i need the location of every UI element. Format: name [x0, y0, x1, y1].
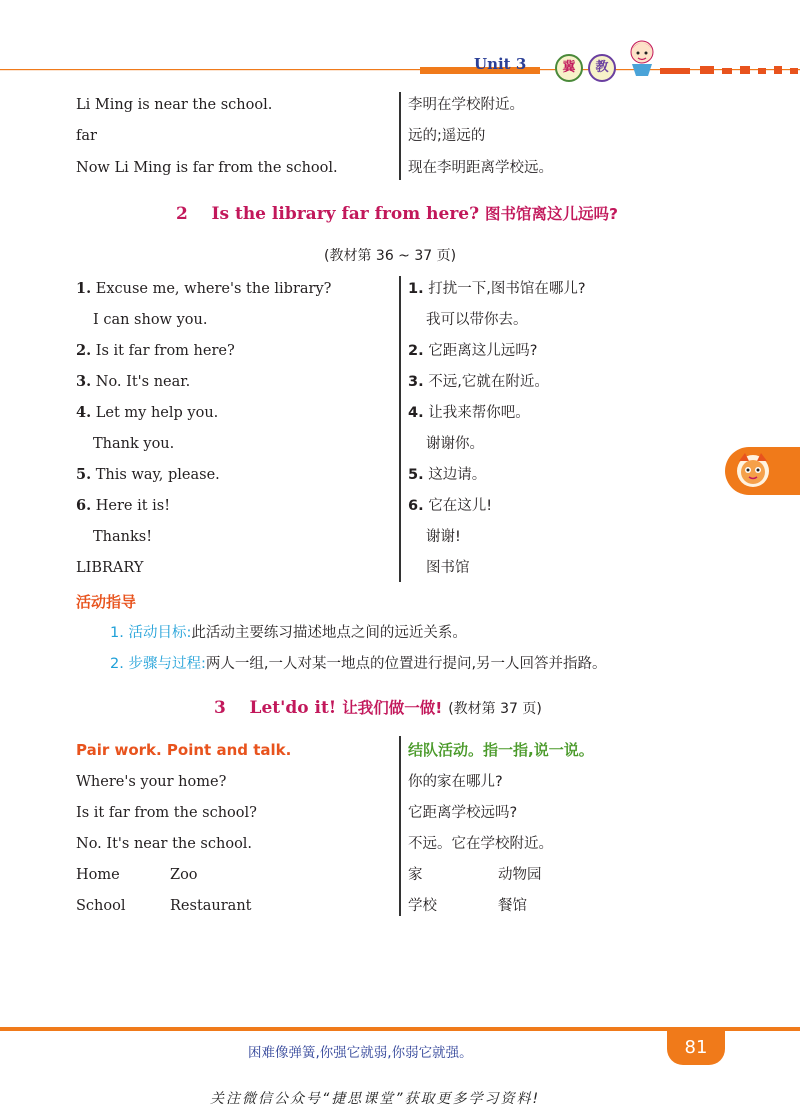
section-3-title-en: Let'do it! [249, 698, 337, 718]
s2-row-5-en: 4. Let my help you. [76, 404, 219, 421]
column-divider-section-3 [399, 736, 401, 916]
top-row-1-en: Li Ming is near the school. [76, 97, 273, 113]
s2-row-6-en: Thank you. [93, 436, 175, 452]
footer-motto: 困难像弹簧,你强它就弱,你弱它就强。 [248, 1045, 473, 1061]
s2-row-2-zh: 我可以带你去。 [426, 312, 528, 328]
section-3-title [214, 696, 542, 718]
s2-row-4-zh: 3. 不远,它就在附近。 [408, 374, 549, 390]
guidance-item-2: 2. 步骤与过程:两人一组,一人对某一地点的位置进行提问,另一人回答并指路。 [110, 656, 607, 672]
s2-row-3-zh: 2. 它距离这儿远吗? [408, 343, 538, 359]
top-row-1-zh: 李明在学校附近。 [408, 97, 524, 113]
s3-pair-2-zh-a: 学校 [408, 898, 437, 914]
s2-row-7-en: 5. This way, please. [76, 466, 220, 483]
section-2-title-zh: 图书馆离这儿远吗? [485, 205, 618, 223]
s3-row-2-en: Is it far from the school? [76, 805, 257, 821]
top-row-2-zh: 远的;遥远的 [408, 128, 486, 144]
s2-row-1-zh: 1. 打扰一下,图书馆在哪儿? [408, 281, 586, 297]
s3-pair-2-zh-b: 餐馆 [498, 898, 527, 914]
s2-row-6-zh: 谢谢你。 [426, 436, 484, 452]
s2-row-4-en: 3. No. It's near. [76, 373, 191, 390]
s3-row-3-en: No. It's near the school. [76, 836, 253, 852]
top-row-2-en: far [76, 128, 97, 144]
s2-row-7-zh: 5. 这边请。 [408, 467, 487, 483]
section-2-number: 2 [176, 204, 188, 224]
publisher-badge-ji: 冀 [555, 54, 583, 82]
s2-row-10-zh: 图书馆 [426, 560, 470, 576]
s2-row-9-en: Thanks! [93, 529, 153, 545]
s2-row-5-zh: 4. 让我来帮你吧。 [408, 405, 530, 421]
column-divider-top [399, 92, 401, 180]
section-3-title-zh: 让我们做一做! [342, 699, 443, 717]
cartoon-girl-icon [620, 34, 664, 78]
guidance-heading: 活动指导 [76, 593, 137, 611]
s3-pair-2-en-a: School [76, 898, 126, 914]
header-decoration [0, 66, 800, 76]
column-divider-section-2 [399, 276, 401, 582]
section-3-pages: (教材第 37 页) [448, 701, 542, 717]
s3-pair-1-en-a: Home [76, 867, 120, 883]
section-3-number: 3 [214, 698, 226, 718]
section-2-title-en: Is the library far from here? [211, 204, 480, 224]
s3-row-2-zh: 它距离学校远吗? [408, 805, 518, 821]
s3-pair-2-en-b: Restaurant [170, 898, 252, 914]
section-2-title [176, 202, 618, 224]
s2-row-8-zh: 6. 它在这儿! [408, 498, 493, 514]
s2-row-3-en: 2. Is it far from here? [76, 342, 235, 359]
top-row-3-zh: 现在李明距离学校远。 [408, 160, 553, 176]
cartoon-fox-icon [733, 451, 773, 491]
s2-row-9-zh: 谢谢! [426, 529, 461, 545]
top-row-3-en: Now Li Ming is far from the school. [76, 160, 338, 176]
page-number: 81 [667, 1031, 725, 1065]
s3-row-1-en: Where's your home? [76, 774, 227, 790]
s3-sub-en: Pair work. Point and talk. [76, 741, 292, 759]
s3-pair-1-zh-b: 动物园 [498, 867, 542, 883]
s3-row-1-zh: 你的家在哪儿? [408, 774, 503, 790]
s2-row-1-en: 1. Excuse me, where's the library? [76, 280, 332, 297]
unit-label: Unit 3 [474, 55, 527, 73]
publisher-badge-jiao: 教 [588, 54, 616, 82]
s3-row-3-zh: 不远。它在学校附近。 [408, 836, 553, 852]
s2-row-10-en: LIBRARY [76, 560, 144, 576]
section-2-pages: (教材第 36 ~ 37 页) [324, 248, 457, 264]
s2-row-8-en: 6. Here it is! [76, 497, 171, 514]
guidance-item-1: 1. 活动目标:此活动主要练习描述地点之间的远近关系。 [110, 625, 467, 641]
bottom-note: 关注微信公众号“捷思课堂”获取更多学习资料! [210, 1091, 541, 1107]
s3-pair-1-en-b: Zoo [170, 867, 198, 883]
s3-sub-zh: 结队活动。指一指,说一说。 [408, 741, 594, 759]
s3-pair-1-zh-a: 家 [408, 867, 423, 883]
s2-row-2-en: I can show you. [93, 312, 208, 328]
